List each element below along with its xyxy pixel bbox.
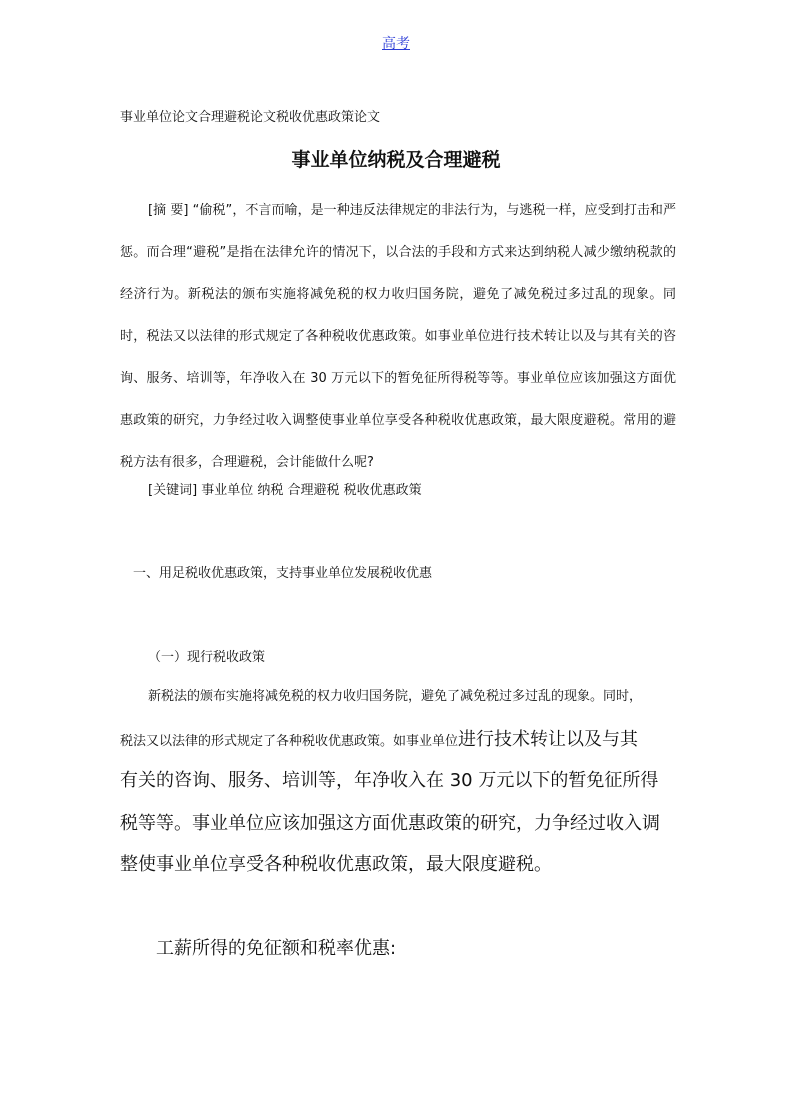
body-line: 新税法的颁布实施将减免税的权力收归国务院，避免了减免税过多过乱的现象。同时，: [148, 689, 643, 704]
body-line: 税等等。事业单位应该加强这方面优惠政策的研究，力争经过收入调: [120, 813, 660, 834]
keywords-line: [关键词] 事业单位 纳税 合理避税 税收优惠政策: [148, 483, 422, 498]
section-heading-salary: 工薪所得的免征额和税率优惠:: [156, 938, 397, 959]
body-line-large-part: 进行技术转让以及与其: [458, 729, 639, 750]
category-line: 事业单位论文合理避税论文税收优惠政策论文: [120, 110, 381, 125]
abstract-block: [120, 190, 676, 484]
body-line: 整使事业单位享受各种税收优惠政策，最大限度避税。: [120, 854, 552, 875]
body-line-small-part: 税法又以法律的形式规定了各种税收优惠政策。如事业单位: [120, 734, 459, 749]
section-heading: 一、用足税收优惠政策，支持事业单位发展税收优惠: [133, 566, 433, 581]
body-line-mixed: [120, 727, 638, 755]
subsection-heading: （一）现行税收政策: [148, 650, 266, 665]
abstract-paragraph: [摘 要] “偷税”，不言而喻，是一种违反法律规定的非法行为，与逃税一样，应受到打击和严惩。而合理“避税”是指在法律允许的情况下，以合法的手段和方式来达到纳税人减少缴纳税款的经济行为。新税法的颁布实施将减免税的权力收归国务院，避免了减免税过多过乱的现象。同时，税法又以法律的形式规定了各种税收优惠政策。如事业单位进行技术转让以及与其有关的咨询、服务、培训等，年净收入在 30 万元以下的暂免征所得税等等。事业单位应该加强这方面优惠政策的研究，力争经过收入调整使事业单位享受各种税收优惠政策，最大限度避税。常用的避税方法有很多，合理避税，会计能做什么呢?: [120, 203, 676, 470]
document-title: 事业单位纳税及合理避税: [291, 149, 501, 171]
body-line: 有关的咨询、服务、培训等，年净收入在 30 万元以下的暂免征所得: [120, 770, 659, 791]
header-link[interactable]: 高考: [382, 36, 410, 52]
